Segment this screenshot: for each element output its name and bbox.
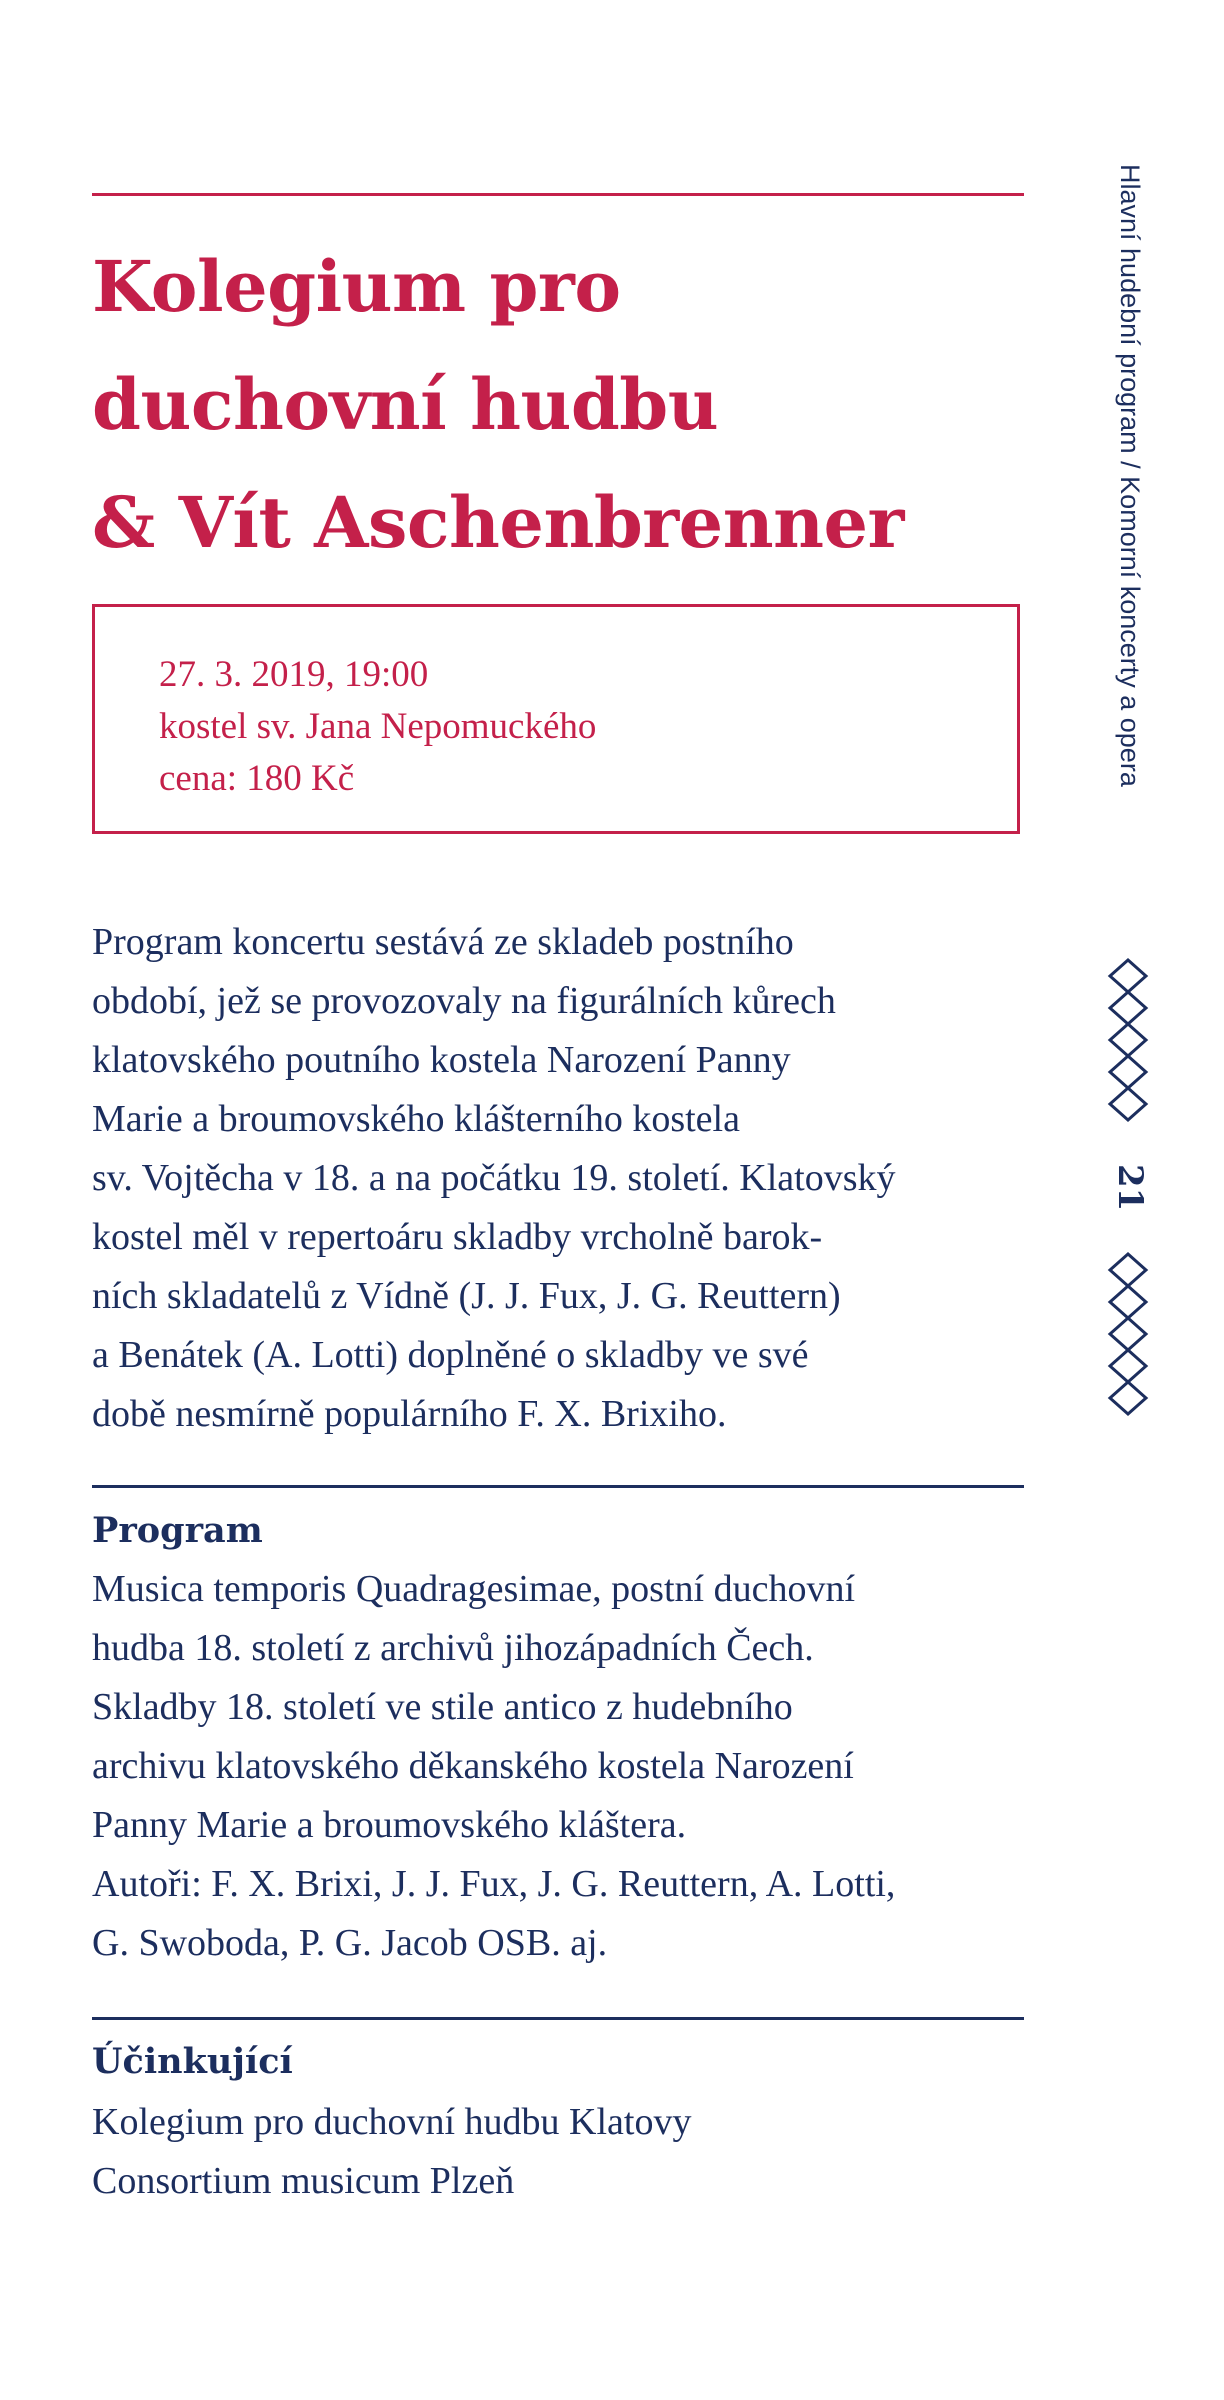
paragraph-line: a Benátek (A. Lotti) doplněné o skladby ve své <box>92 1334 809 1376</box>
paragraph-line: Program koncertu sestává ze skladeb postního <box>92 921 794 963</box>
paragraph-line: klatovského poutního kostela Narození Panny <box>92 1039 791 1081</box>
paragraph-line: období, jež se provozovaly na figurálních kůrech <box>92 980 836 1022</box>
performer-item: Consortium musicum Plzeň <box>92 2160 515 2202</box>
performers-heading: Účinkující <box>92 2041 293 2082</box>
event-info-box <box>92 604 1020 834</box>
diamond-chain-icon <box>1106 1252 1150 1422</box>
sidebar <box>1106 164 1156 1464</box>
title-rule <box>92 193 1024 196</box>
program-text <box>92 1560 1052 1973</box>
paragraph-line: ních skladatelů z Vídně (J. J. Fux, J. G. Reuttern) <box>92 1275 841 1317</box>
program-line: Musica temporis Quadragesimae, postní duchovní <box>92 1568 856 1610</box>
title-line: Kolegium pro <box>92 245 621 328</box>
program-line: G. Swoboda, P. G. Jacob OSB. aj. <box>92 1922 608 1964</box>
program-line: Panny Marie a broumovského kláštera. <box>92 1804 687 1846</box>
paragraph-line: kostel měl v repertoáru skladby vrcholně barok- <box>92 1216 823 1258</box>
title-line: duchovní hudbu <box>92 363 719 446</box>
running-head: Hlavní hudební program / Komorní koncerty a opera <box>1115 164 1145 787</box>
page-number: 21 <box>1110 1164 1150 1212</box>
paragraph-line: sv. Vojtěcha v 18. a na počátku 19. století. Klatovský <box>92 1157 896 1199</box>
performers-list <box>92 2093 1052 2211</box>
description-paragraph <box>92 913 1052 1444</box>
event-datetime: 27. 3. 2019, 19:00 <box>159 654 429 695</box>
program-line: archivu klatovského děkanského kostela Narození <box>92 1745 854 1787</box>
section-divider <box>92 2017 1024 2020</box>
paragraph-line: Marie a broumovského klášterního kostela <box>92 1098 740 1140</box>
program-line: hudba 18. století z archivů jihozápadních Čech. <box>92 1627 814 1669</box>
program-line: Skladby 18. století ve stile antico z hudebního <box>92 1686 793 1728</box>
section-divider <box>92 1485 1024 1488</box>
paragraph-line: době nesmírně populárního F. X. Brixiho. <box>92 1393 727 1435</box>
performer-item: Kolegium pro duchovní hudbu Klatovy <box>92 2101 692 2143</box>
title-line: & Vít Aschenbrenner <box>92 481 904 564</box>
program-heading: Program <box>92 1510 263 1551</box>
event-venue: kostel sv. Jana Nepomuckého <box>159 706 597 747</box>
event-price: cena: 180 Kč <box>159 758 355 799</box>
page-title <box>92 228 1052 582</box>
program-line: Autoři: F. X. Brixi, J. J. Fux, J. G. Reuttern, A. Lotti, <box>92 1863 896 1905</box>
diamond-chain-icon <box>1106 958 1150 1128</box>
